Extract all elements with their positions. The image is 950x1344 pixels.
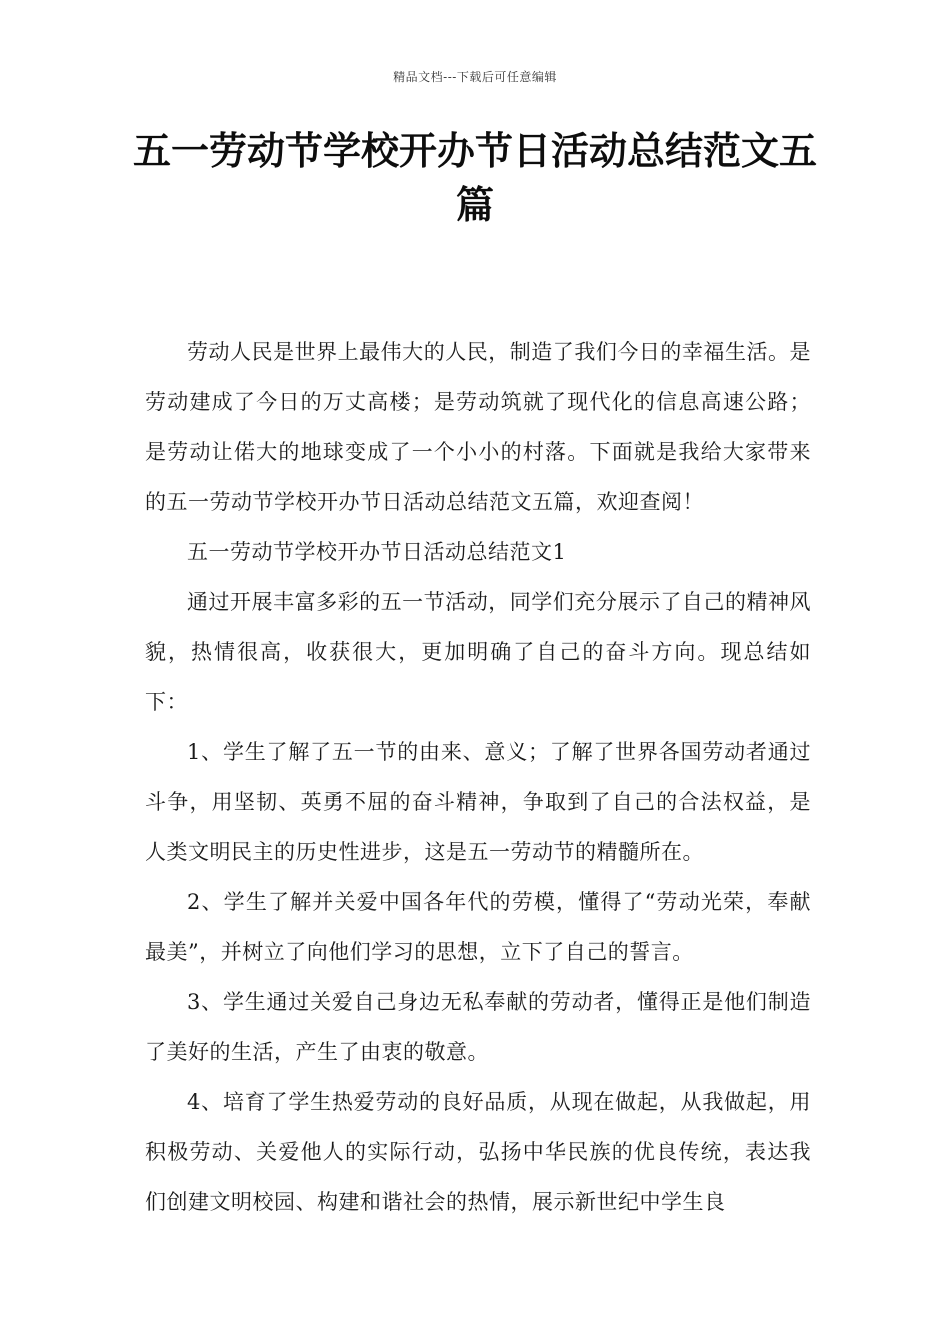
header-note: 精品文档---下载后可任意编辑: [393, 70, 557, 84]
list-item-2: 2、学生了解并关爱中国各年代的劳模，懂得了“劳动光荣，奉献最美”，并树立了向他们学习的思想，立下了自己的誓言。: [145, 890, 811, 964]
section-heading: 五一劳动节学校开办节日活动总结范文1: [187, 540, 567, 564]
list-item-3: 3、学生通过关爱自己身边无私奉献的劳动者，懂得正是他们制造了美好的生活，产生了由衷的敬意。: [145, 990, 811, 1064]
summary-paragraph: 通过开展丰富多彩的五一节活动，同学们充分展示了自己的精神风貌，热情很高，收获很大，更加明确了自己的奋斗方向。现总结如下：: [145, 590, 811, 714]
list-item-1: 1、学生了解了五一节的由来、意义；了解了世界各国劳动者通过斗争，用坚韧、英勇不屈的奋斗精神，争取到了自己的合法权益，是人类文明民主的历史性进步，这是五一劳动节的精髓所在。: [145, 740, 811, 864]
intro-paragraph: 劳动人民是世界上最伟大的人民，制造了我们今日的幸福生活。是劳动建成了今日的万丈高楼；是劳动筑就了现代化的信息高速公路；是劳动让偌大的地球变成了一个小小的村落。下面就是我给大家带来的五一劳动节学校开办节日活动总结范文五篇，欢迎查阅！: [145, 340, 811, 514]
document-title: 五一劳动节学校开办节日活动总结范文五篇: [132, 128, 817, 227]
document-body: [145, 327, 811, 1227]
list-item-4: 4、培育了学生热爱劳动的良好品质，从现在做起，从我做起，用积极劳动、关爱他人的实际行动，弘扬中华民族的优良传统，表达我们创建文明校园、构建和谐社会的热情，展示新世纪中学生良: [145, 1090, 811, 1214]
